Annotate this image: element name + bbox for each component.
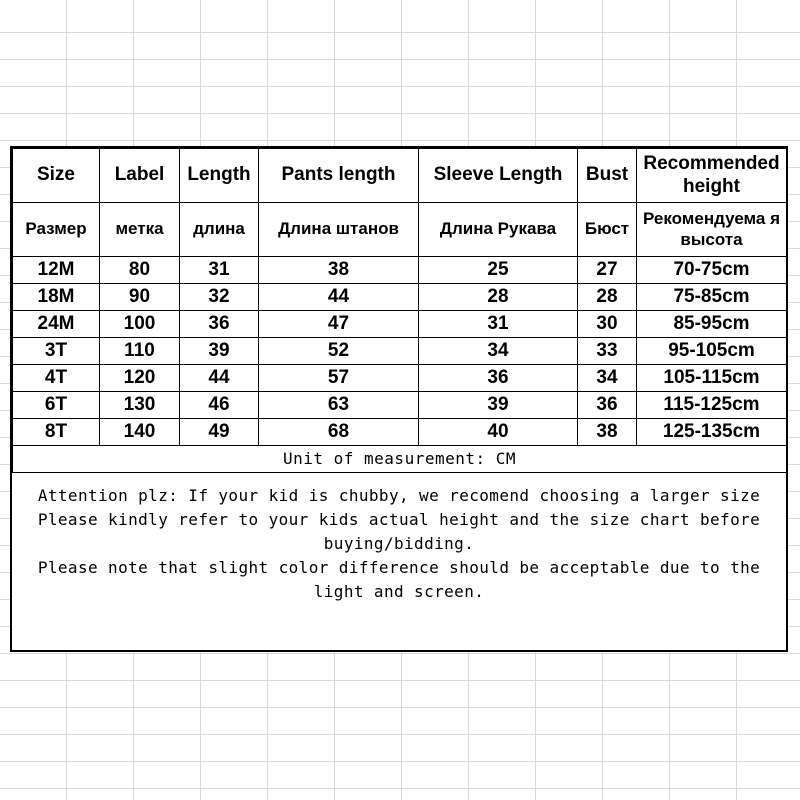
table-cell: 39	[419, 392, 578, 419]
header-recommended-height-ru: Рекомендуема я высота	[637, 203, 787, 257]
table-cell: 24M	[13, 311, 100, 338]
unit-row	[13, 446, 787, 473]
table-cell: 8T	[13, 419, 100, 446]
table-cell: 130	[100, 392, 180, 419]
header-pants-length: Pants length	[259, 149, 419, 203]
header-bust: Bust	[578, 149, 637, 203]
header-pants-length-ru: Длина штанов	[259, 203, 419, 257]
table-cell: 38	[578, 419, 637, 446]
table-cell: 31	[419, 311, 578, 338]
header-sleeve-length: Sleeve Length	[419, 149, 578, 203]
table-cell: 52	[259, 338, 419, 365]
header-length-ru: длина	[180, 203, 259, 257]
table-cell: 28	[578, 284, 637, 311]
table-row	[13, 257, 787, 284]
unit-of-measurement: Unit of measurement: CM	[13, 446, 787, 473]
table-cell: 100	[100, 311, 180, 338]
table-row	[13, 311, 787, 338]
header-label: Label	[100, 149, 180, 203]
table-row	[13, 338, 787, 365]
notes-block	[26, 484, 772, 604]
table-cell: 36	[180, 311, 259, 338]
header-length: Length	[180, 149, 259, 203]
table-cell: 115-125cm	[637, 392, 787, 419]
table-cell: 68	[259, 419, 419, 446]
table-cell: 140	[100, 419, 180, 446]
table-cell: 36	[419, 365, 578, 392]
table-cell: 75-85cm	[637, 284, 787, 311]
table-cell: 44	[259, 284, 419, 311]
table-cell: 4T	[13, 365, 100, 392]
header-row-russian	[13, 203, 787, 257]
header-size: Size	[13, 149, 100, 203]
table-cell: 30	[578, 311, 637, 338]
note-color-difference: Please note that slight color difference should be acceptable due to the light and screen.	[37, 558, 761, 601]
header-label-ru: метка	[100, 203, 180, 257]
table-cell: 46	[180, 392, 259, 419]
table-cell: 3T	[13, 338, 100, 365]
table-row	[13, 365, 787, 392]
table-cell: 70-75cm	[637, 257, 787, 284]
table-cell: 12M	[13, 257, 100, 284]
table-cell: 38	[259, 257, 419, 284]
header-size-ru: Размер	[13, 203, 100, 257]
table-cell: 47	[259, 311, 419, 338]
table-cell: 25	[419, 257, 578, 284]
table-cell: 39	[180, 338, 259, 365]
header-bust-ru: Бюст	[578, 203, 637, 257]
note-refer-height: Please kindly refer to your kids actual height and the size chart before buying/bidding.	[37, 510, 761, 553]
note-chubby: Attention plz: If your kid is chubby, we recomend choosing a larger size	[37, 486, 761, 505]
table-cell: 125-135cm	[637, 419, 787, 446]
table-cell: 95-105cm	[637, 338, 787, 365]
size-chart-table	[12, 148, 787, 473]
table-cell: 6T	[13, 392, 100, 419]
table-cell: 31	[180, 257, 259, 284]
table-cell: 28	[419, 284, 578, 311]
table-cell: 27	[578, 257, 637, 284]
table-row	[13, 419, 787, 446]
table-cell: 32	[180, 284, 259, 311]
table-cell: 105-115cm	[637, 365, 787, 392]
table-row	[13, 392, 787, 419]
table-cell: 34	[578, 365, 637, 392]
table-cell: 63	[259, 392, 419, 419]
table-cell: 44	[180, 365, 259, 392]
table-cell: 34	[419, 338, 578, 365]
table-cell: 33	[578, 338, 637, 365]
table-cell: 40	[419, 419, 578, 446]
table-row	[13, 284, 787, 311]
header-sleeve-length-ru: Длина Рукава	[419, 203, 578, 257]
size-chart-sheet	[10, 146, 788, 652]
header-recommended-height: Recommended height	[637, 149, 787, 203]
table-cell: 80	[100, 257, 180, 284]
header-row-english	[13, 149, 787, 203]
table-cell: 18M	[13, 284, 100, 311]
table-cell: 120	[100, 365, 180, 392]
table-cell: 90	[100, 284, 180, 311]
table-cell: 36	[578, 392, 637, 419]
table-cell: 57	[259, 365, 419, 392]
table-cell: 49	[180, 419, 259, 446]
table-cell: 110	[100, 338, 180, 365]
table-cell: 85-95cm	[637, 311, 787, 338]
